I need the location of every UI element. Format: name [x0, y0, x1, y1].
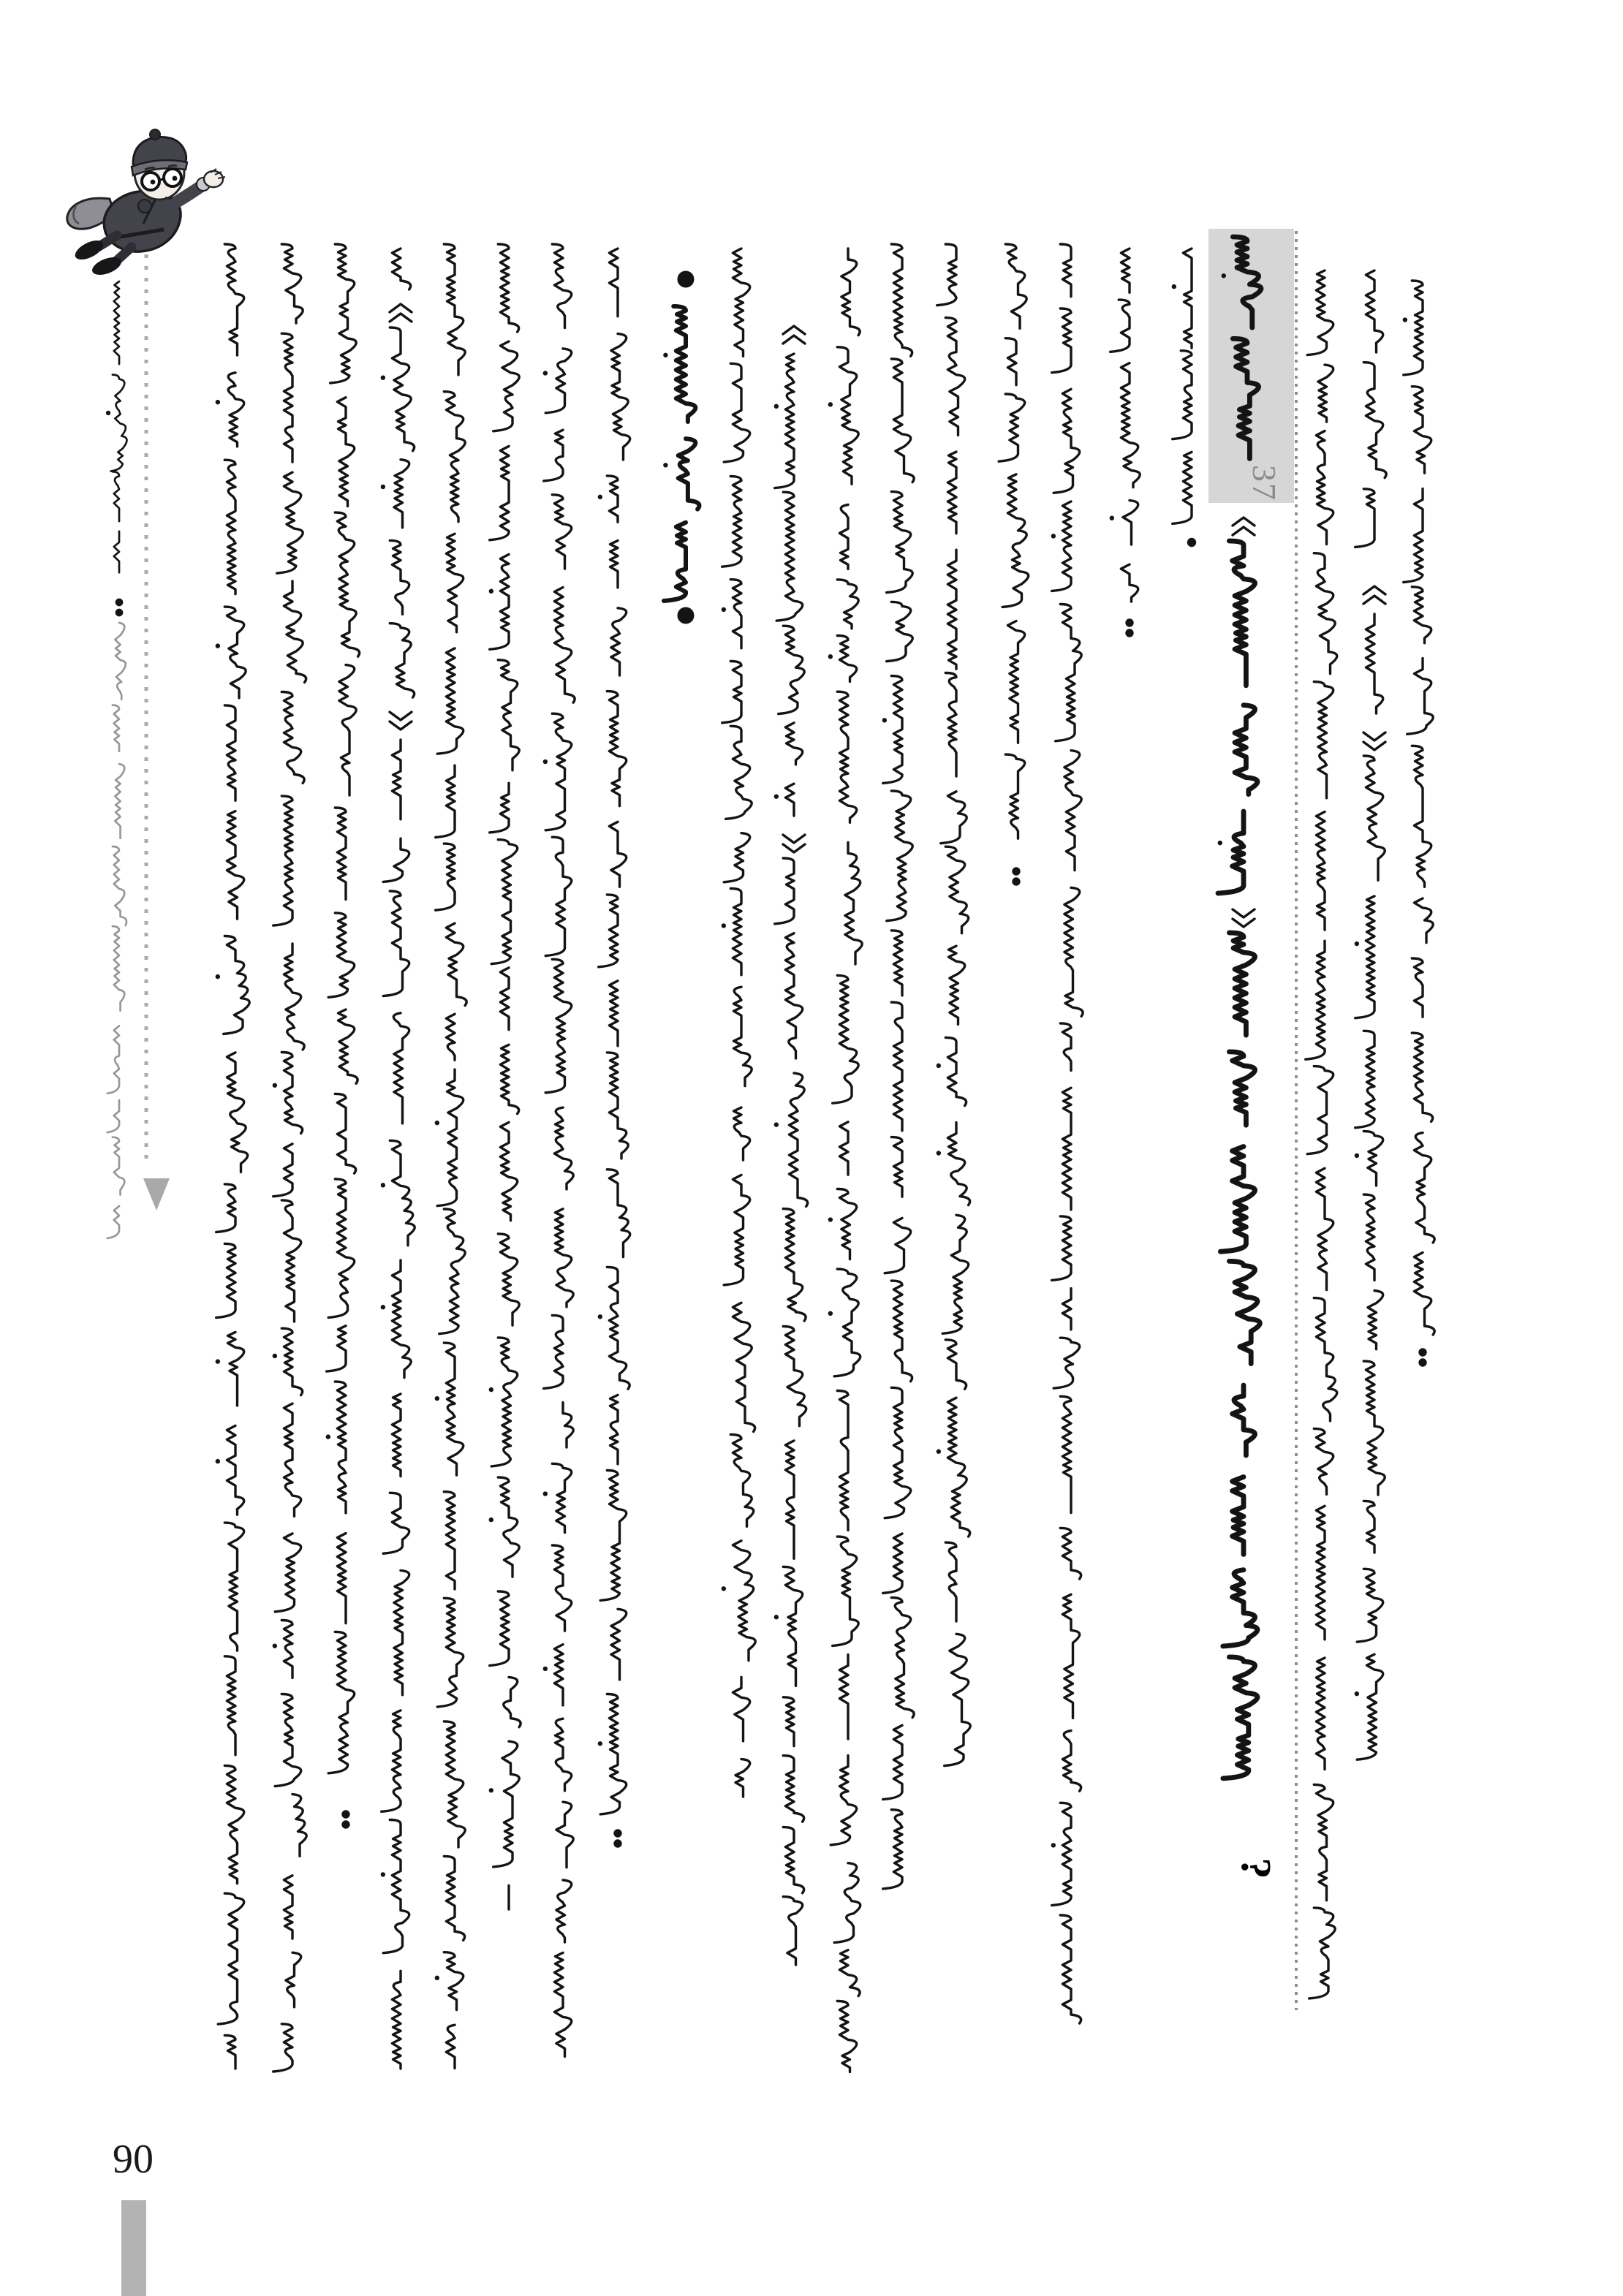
dot-mark — [1189, 539, 1195, 546]
page-edge-tab — [121, 2200, 146, 2296]
bullet-mark — [680, 273, 692, 286]
body-column-10 — [722, 249, 756, 1797]
body-column-5 — [435, 244, 466, 2068]
close-mark — [1363, 732, 1385, 750]
body-column-3 — [326, 244, 360, 1827]
body-column-4 — [381, 249, 415, 2069]
body-column-11 — [774, 326, 808, 1965]
dots-mark — [615, 1830, 621, 1846]
question-mark: ? — [1233, 1857, 1280, 1879]
body-column-15 — [999, 244, 1029, 884]
open-mark — [1363, 586, 1385, 604]
lesson-text-column-2 — [1355, 270, 1386, 1759]
eye-right — [173, 176, 178, 181]
body-column-7 — [543, 244, 575, 2056]
close-mark — [783, 835, 805, 852]
body-column-6 — [489, 244, 521, 1909]
lesson-text-column-3 — [1403, 281, 1434, 1365]
close-mark — [390, 712, 412, 730]
eye-left — [151, 180, 156, 185]
hat-button — [150, 129, 160, 140]
sidebar-note-gray — [107, 623, 126, 1238]
section-header — [663, 273, 699, 622]
glasses-bridge — [159, 179, 164, 180]
body-column-16 — [1051, 244, 1083, 2023]
dots-mark — [1127, 620, 1132, 636]
lesson-opening-question — [1218, 518, 1260, 1778]
sidebar-note-black — [106, 281, 127, 615]
body-column-8 — [598, 249, 630, 1846]
body-column-13 — [882, 244, 914, 1889]
hand-open — [204, 171, 223, 187]
body-column-14 — [937, 244, 971, 1766]
body-column-17 — [1110, 249, 1140, 636]
bullet-mark — [680, 610, 692, 622]
dots-mark — [1013, 868, 1019, 884]
lesson-number: 37 — [1246, 465, 1283, 501]
mitten-rear — [138, 200, 151, 213]
body-column-1 — [216, 244, 250, 2069]
sidebar-arrow-icon — [143, 1178, 170, 1210]
lesson-text-column-1 — [1306, 270, 1337, 1998]
close-mark — [1233, 909, 1255, 927]
script-text-layer — [106, 237, 1434, 2072]
dots-mark — [343, 1811, 349, 1827]
body-column-12 — [828, 249, 863, 2072]
body-column-18 — [1172, 249, 1195, 546]
body-column-2 — [273, 244, 307, 2072]
dots-mark — [1420, 1349, 1426, 1365]
open-mark — [390, 304, 412, 322]
open-mark — [1233, 518, 1255, 535]
open-mark — [783, 326, 805, 344]
colon-mark — [116, 599, 122, 615]
page-number: 90 — [113, 2137, 154, 2182]
